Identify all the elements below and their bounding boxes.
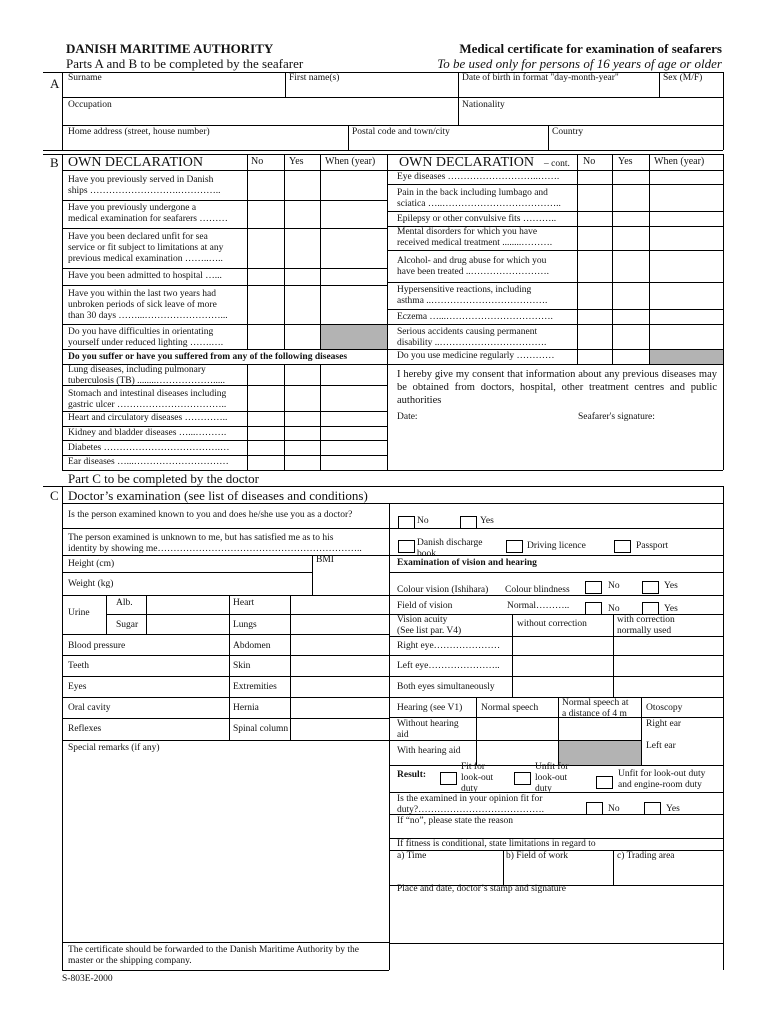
lungs-field[interactable]: Lungs: [233, 620, 257, 630]
signature-label[interactable]: Seafarer's signature:: [578, 412, 655, 422]
colour-vision-label: Colour vision (Ishihara): [397, 585, 489, 595]
without-correction-label: without correction: [517, 619, 587, 629]
field-of-vision-label: Field of vision: [397, 601, 453, 611]
hearing-label: Hearing (see V1): [397, 703, 463, 713]
surname-field[interactable]: Surname: [68, 73, 102, 83]
col-when: When (year): [325, 156, 376, 167]
unfit-lookout-label: Unfit for look-out duty: [535, 762, 569, 794]
abdomen-field[interactable]: Abdomen: [233, 641, 271, 651]
trading-area-field[interactable]: c) Trading area: [617, 851, 675, 861]
question-eye: Eye diseases ………………………..…….: [397, 172, 560, 182]
date-label[interactable]: Date:: [397, 412, 418, 422]
right-eye-label: Right eye…………………: [397, 641, 501, 651]
shaded-cell: [321, 325, 387, 349]
question-back-pain: Pain in the back including lumbago and sciatica …..………………………………..: [397, 188, 561, 209]
passport-checkbox[interactable]: [614, 540, 631, 553]
normal-speech-4m-label: Normal speech at a distance of 4 m: [562, 698, 629, 719]
occupation-field[interactable]: Occupation: [68, 100, 112, 110]
heart-field[interactable]: Heart: [233, 598, 255, 608]
unfit-engine-checkbox[interactable]: [596, 776, 613, 789]
home-address-field[interactable]: Home address (street, house number): [68, 127, 210, 137]
normal-speech-label: Normal speech: [481, 703, 539, 713]
question-hospital: Have you been admitted to hospital …...: [68, 271, 222, 281]
passport-label: Passport: [636, 541, 669, 551]
weight-field[interactable]: Weight (kg): [68, 579, 114, 589]
nationality-field[interactable]: Nationality: [462, 100, 505, 110]
col-no: No: [251, 156, 264, 167]
question-mental: Mental disorders for which you have received medical treatment ........……….: [397, 227, 553, 248]
consent-text: I hereby give my consent that information about any previous diseases may be obtained from doctors, hospital, other treatment centres and public authorities: [397, 369, 717, 406]
vision-hearing-heading: Examination of vision and hearing: [397, 558, 537, 568]
shaded-hearing-cell: [559, 741, 641, 765]
urine-label: Urine: [68, 608, 90, 618]
known-no-label: No: [417, 516, 429, 526]
disease-stomach: Stomach and intestinal diseases including gastric ulcer ……………………………..: [68, 389, 227, 410]
doctor-exam-title: Doctor’s examination (see list of diseases and conditions): [68, 488, 368, 503]
col-yes: Yes: [289, 156, 304, 167]
col-when-right: When (year): [654, 156, 705, 167]
fit-lookout-label: Fit for look-out duty: [461, 762, 494, 794]
disease-heart: Heart and circulatory diseases …………..: [68, 413, 228, 423]
section-letter-b: B: [50, 155, 59, 170]
fit-for-duty-question: Is the examined in your opinion fit for duty?………………………………….: [397, 794, 544, 815]
discharge-book-checkbox[interactable]: [398, 540, 415, 553]
extremities-field[interactable]: Extremities: [233, 682, 277, 692]
colour-blindness-label: Colour blindness: [505, 585, 570, 595]
spinal-column-field[interactable]: Spinal column: [233, 724, 289, 734]
parts-ab-note: Parts A and B to be completed by the seafarer: [66, 56, 304, 71]
if-no-reason-field[interactable]: If “no”, please state the reason: [397, 816, 514, 826]
diseases-heading: Do you suffer or have you suffered from any of the following diseases: [68, 352, 348, 362]
doctor-signature-field[interactable]: Place and date, doctor’s stamp and signature: [397, 884, 566, 894]
colour-blindness-yes-checkbox[interactable]: [642, 581, 659, 594]
question-sick-leave: Have you within the last two years had unbroken periods of sick leave of more than 30 days ……...……………………...: [68, 289, 228, 321]
disease-ear: Ear diseases …...…………………………: [68, 457, 229, 467]
question-alcohol: Alcohol- and drug abuse for which you have been treated ..…………………….: [397, 256, 549, 277]
left-ear-label: Left ear: [646, 741, 676, 751]
question-declared-unfit: Have you been declared unfit for sea service or fit subject to limitations at any previous medical examination ……..…..: [68, 232, 224, 264]
alb-field[interactable]: Alb.: [116, 598, 133, 608]
discharge-book-label: Danish discharge book: [417, 538, 483, 559]
identity-statement: The person examined is unknown to me, but has satisfied me as to his identity by showing me………………………………………………………..: [68, 533, 362, 554]
special-remarks-field[interactable]: Special remarks (if any): [68, 743, 160, 753]
question-danish-ships: Have you previously served in Danish ships ……………………….…………..: [68, 175, 221, 196]
sugar-field[interactable]: Sugar: [116, 620, 139, 630]
oral-cavity-field[interactable]: Oral cavity: [68, 703, 111, 713]
first-names-field[interactable]: First name(s): [289, 73, 340, 83]
known-question: Is the person examined known to you and does he/she use you as a doctor?: [68, 510, 353, 520]
authority-title: DANISH MARITIME AUTHORITY: [66, 41, 274, 56]
dob-field[interactable]: Date of birth in format "day-month-year": [462, 73, 619, 83]
eyes-field[interactable]: Eyes: [68, 682, 87, 692]
disease-lung: Lung diseases, including pulmonary tuberculosis (TB) ........……………….....: [68, 365, 226, 386]
field-normal-label: Normal………..: [507, 601, 570, 611]
form-subtitle: To be used only for persons of 16 years of age or older: [437, 56, 722, 71]
col-no-right: No: [583, 156, 596, 167]
left-eye-label: Left eye…………………..: [397, 661, 500, 671]
fit-duty-no-label: No: [608, 804, 620, 814]
own-declaration-title: OWN DECLARATION: [68, 155, 203, 170]
colour-blindness-no-label: No: [608, 581, 620, 591]
driving-licence-checkbox[interactable]: [506, 540, 523, 553]
section-letter-c: C: [50, 488, 59, 503]
question-epilepsy: Epilepsy or other convulsive fits ………..: [397, 214, 557, 224]
right-ear-label: Right ear: [646, 719, 682, 729]
with-correction-label: with correction normally used: [617, 615, 675, 636]
driving-licence-label: Driving licence: [527, 541, 586, 551]
colour-blindness-no-checkbox[interactable]: [585, 581, 602, 594]
blood-pressure-field[interactable]: Blood pressure: [68, 641, 126, 651]
bmi-field[interactable]: BMI: [316, 555, 334, 565]
time-field[interactable]: a) Time: [397, 851, 427, 861]
reflexes-field[interactable]: Reflexes: [68, 724, 102, 734]
disease-kidney: Kidney and bladder diseases …...……….: [68, 428, 227, 438]
disease-diabetes: Diabetes ……………………………….…: [68, 443, 230, 453]
country-field[interactable]: Country: [552, 127, 584, 137]
sex-field[interactable]: Sex (M/F): [663, 73, 703, 83]
field-vision-yes-label: Yes: [664, 604, 678, 614]
question-accidents: Serious accidents causing permanent disability ..…………………………….: [397, 327, 547, 348]
colour-blindness-yes-label: Yes: [664, 581, 678, 591]
question-medicine: Do you use medicine regularly …………: [397, 351, 555, 361]
height-field[interactable]: Height (cm): [68, 559, 115, 569]
fit-lookout-checkbox[interactable]: [440, 772, 457, 785]
known-yes-label: Yes: [480, 516, 494, 526]
cont-label: – cont.: [544, 159, 570, 169]
question-previous-exam: Have you previously undergone a medical examination for seafarers ………: [68, 203, 228, 224]
part-c-intro: Part C to be completed by the doctor: [68, 471, 259, 486]
question-eczema: Eczema …...…………………………….: [397, 312, 553, 322]
result-label: Result:: [397, 770, 427, 780]
without-hearing-aid-label: Without hearing aid: [397, 719, 459, 740]
unfit-lookout-checkbox[interactable]: [514, 772, 531, 785]
section-letter-a: A: [50, 76, 60, 91]
unfit-engine-label: Unfit for look-out duty and engine-room duty: [618, 769, 706, 790]
hernia-field[interactable]: Hernia: [233, 703, 259, 713]
question-hypersensitive: Hypersensitive reactions, including asthma ..……………………………….: [397, 285, 548, 306]
fit-duty-yes-label: Yes: [666, 804, 680, 814]
field-of-work-field[interactable]: b) Field of work: [506, 851, 569, 861]
vision-acuity-label: Vision acuity (See list par. V4): [397, 615, 462, 636]
teeth-field[interactable]: Teeth: [68, 661, 89, 671]
question-orientation: Do you have difficulties in orientating yourself under reduced lighting …….….: [68, 327, 224, 348]
forwarding-note: The certificate should be forwarded to the Danish Maritime Authority by the master or the shipping company.: [68, 945, 359, 966]
conditional-fitness-label: If fitness is conditional, state limitations in regard to: [397, 839, 596, 849]
skin-field[interactable]: Skin: [233, 661, 251, 671]
field-vision-no-label: No: [608, 604, 620, 614]
otoscopy-label: Otoscopy: [646, 703, 683, 713]
shaded-cell-right: [650, 350, 723, 364]
form-title: Medical certificate for examination of seafarers: [459, 41, 722, 56]
form-code: S-803E-2000: [62, 974, 113, 984]
both-eyes-label: Both eyes simultaneously: [397, 682, 495, 692]
with-hearing-aid-label: With hearing aid: [397, 746, 461, 756]
col-yes-right: Yes: [618, 156, 633, 167]
own-declaration-cont-title: OWN DECLARATION: [399, 155, 534, 170]
postal-code-field[interactable]: Postal code and town/city: [352, 127, 450, 137]
